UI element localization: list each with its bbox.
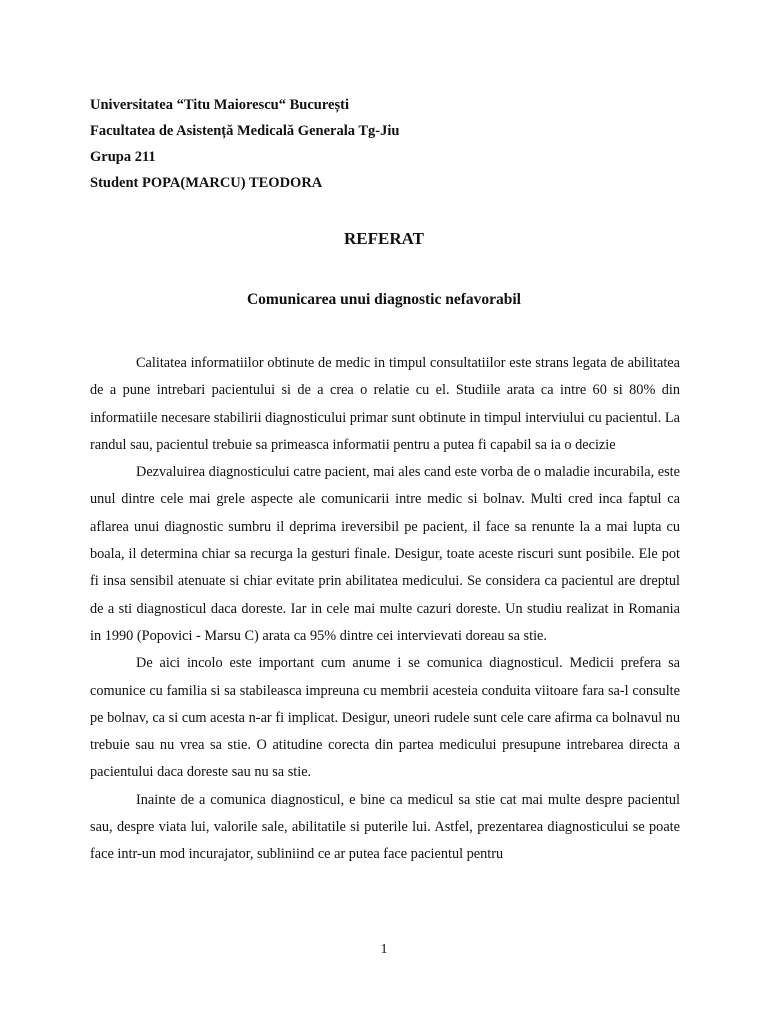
group-number: Grupa 211 [90,149,156,165]
body-text [90,350,680,869]
paragraph: De aici incolo este important cum anume i se comunica diagnosticul. Medicii prefera sa comunice cu familia si sa stabileasca impreuna cu membrii acesteia conduita viitoare fara sa-l consulte pe bolnav, ca si cum acesta n-ar fi implicat. Desigur, uneori rudele sunt cele care afirma ca bolnavul nu trebuie sau nu vrea sa stie. O atitudine corecta din partea medicului presupune intrebarea directa a pacientului daca doreste sau nu sa stie. [90,655,680,781]
faculty-name: Facultatea de Asistență Medicală Generala Tg-Jiu [90,123,400,139]
paragraph: Inainte de a comunica diagnosticul, e bine ca medicul sa stie cat mai multe despre pacientul sau, despre viata lui, valorile sale, abilitatile si puterile lui. Astfel, prezentarea diagnosticului se poate face intr-un mod incurajator, subliniind ce ar putea face pacientul pentru [90,791,680,863]
page-number: 1 [380,942,388,957]
paragraph: Dezvaluirea diagnosticului catre pacient, mai ales cand este vorba de o maladie incurabila, este unul dintre cele mai grele aspecte ale comunicarii intre medic si bolnav. Multi cred inca faptul ca aflarea unui diagnostic sumbru il deprima ireversibil pe pacient, il face sa renunte la a mai lupta cu boala, il determina chiar sa recurga la gesturi finale. Desigur, toate aceste riscuri sunt posibile. Ele pot fi insa sensibil atenuate si chiar evitate prin abilitatea medicului. Se considera ca pacientul are dreptul de a sti diagnosticul daca doreste. Iar in cele mai multe cazuri doreste. Un studiu realizat in Romania in 1990 (Popovici - Marsu C) arata ca 95% dintre cei intervievati doreau sa stie. [90,464,680,644]
student-name: Student POPA(MARCU) TEODORA [90,175,323,191]
paragraph: Calitatea informatiilor obtinute de medic in timpul consultatiilor este strans legata de abilitatea de a pune intrebari pacientului si de a crea o relatie cu el. Studiile arata ca intre 60 si 80% din informatiile necesare stabilirii diagnosticului primar sunt obtinute in timpul interviului cu pacientul. La randul sau, pacientul trebuie sa primeasca informatii pentru a putea fi capabil sa ia o decizie [90,355,680,453]
header-block [90,92,690,196]
university-name: Universitatea “Titu Maiorescu“ București [90,97,349,113]
document-title: REFERAT [344,229,424,248]
document-subtitle: Comunicarea unui diagnostic nefavorabil [246,291,521,308]
